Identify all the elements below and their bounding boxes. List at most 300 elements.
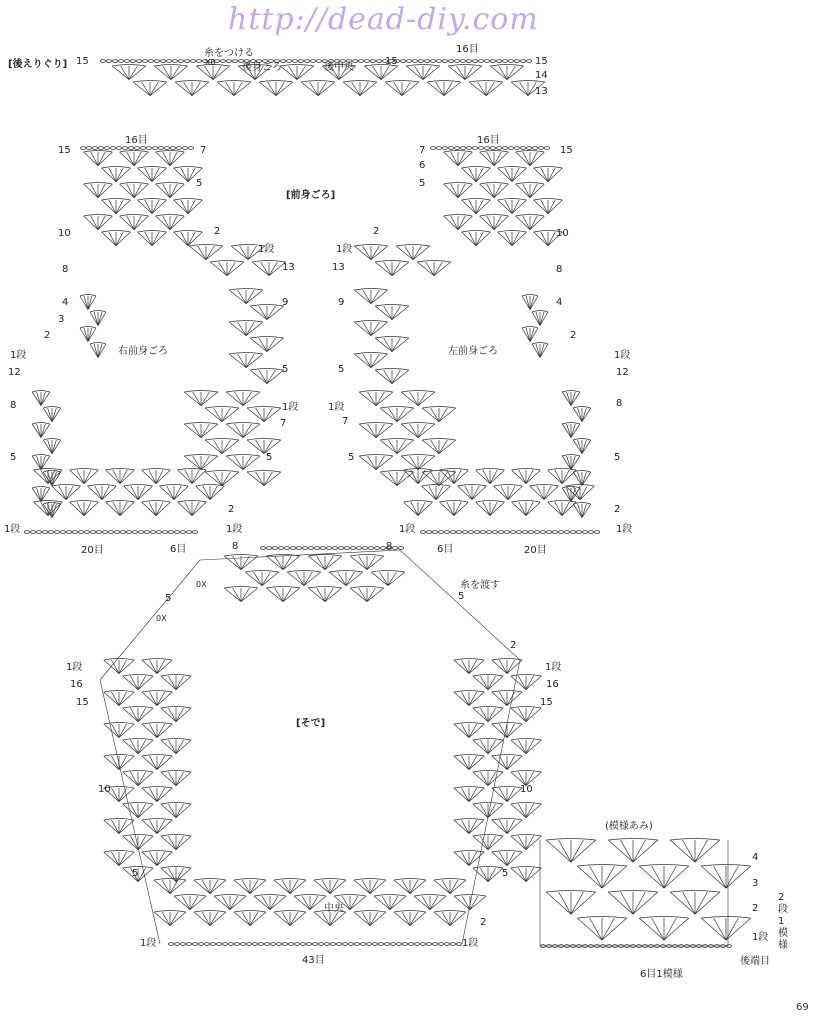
stitch-fan xyxy=(511,739,541,754)
chain-stitch xyxy=(226,60,231,63)
stitch-fan xyxy=(70,501,99,516)
chain-stitch xyxy=(576,531,581,534)
chain-stitch xyxy=(350,547,355,550)
lf-row-13: 13 xyxy=(332,262,345,273)
chain-stitch xyxy=(180,943,185,946)
lf-row-7b: 7 xyxy=(342,416,349,427)
chain-stitch xyxy=(526,147,531,150)
stitch-fan xyxy=(350,587,384,602)
stitch-fan xyxy=(123,739,153,754)
chain-stitch xyxy=(460,147,465,150)
stitch-fan xyxy=(226,455,260,470)
stitch-fan xyxy=(354,321,388,336)
chain-stitch xyxy=(438,531,443,534)
stitch-fan xyxy=(476,469,505,484)
chain-stitch xyxy=(118,60,123,63)
stitch-fan xyxy=(174,199,203,214)
stitch-fan xyxy=(112,65,146,80)
chain-stitch xyxy=(308,547,313,550)
chain-stitch xyxy=(358,60,363,63)
chain-stitch xyxy=(264,943,269,946)
rf-row-8b: 8 xyxy=(10,400,17,411)
chain-stitch xyxy=(150,531,155,534)
chain-stitch xyxy=(156,531,161,534)
chain-stitch xyxy=(130,60,135,63)
stitch-fan xyxy=(444,151,473,166)
stitch-fan xyxy=(473,739,503,754)
stitch-fan xyxy=(354,289,388,304)
stitch-fan xyxy=(522,295,538,310)
stitch-fan xyxy=(350,555,384,570)
chain-stitch xyxy=(142,60,147,63)
chain-stitch xyxy=(424,60,429,63)
stitch-fan xyxy=(274,911,306,926)
chain-stitch xyxy=(326,547,331,550)
chain-stitch xyxy=(176,147,181,150)
chain-stitch xyxy=(108,531,113,534)
chain-stitch xyxy=(306,943,311,946)
stitch-fan xyxy=(511,835,541,850)
chain-stitch xyxy=(266,547,271,550)
chain-stitch xyxy=(362,547,367,550)
rf-row-1b: 1段 xyxy=(10,350,27,361)
stitch-fan xyxy=(229,353,263,368)
watermark: http://dead-diy.com xyxy=(228,2,539,37)
stitch-fan xyxy=(266,587,300,602)
stitch-fan xyxy=(422,407,456,422)
chain-stitch xyxy=(192,943,197,946)
chain-stitch xyxy=(520,60,525,63)
chain-stitch xyxy=(588,531,593,534)
stitch-fan xyxy=(142,819,172,834)
stitch-fan xyxy=(104,755,134,770)
stitch-fan xyxy=(512,469,541,484)
chain-stitch xyxy=(220,60,225,63)
chain-stitch xyxy=(420,531,425,534)
stitch-fan xyxy=(161,771,191,786)
sleeve-row-5r: 5 xyxy=(458,591,465,602)
stitch-fan xyxy=(104,819,134,834)
chain-stitch xyxy=(104,147,109,150)
chain-stitch xyxy=(372,943,377,946)
stitch-fan xyxy=(401,391,435,406)
stitch-fan xyxy=(343,81,377,96)
stitch-fan xyxy=(562,423,580,438)
stitch-fan xyxy=(401,455,435,470)
chain-stitch xyxy=(442,60,447,63)
lf-row-4: 4 xyxy=(556,297,563,308)
stitch-fan xyxy=(178,501,207,516)
back-row-13: 13 xyxy=(535,86,548,97)
chain-stitch xyxy=(366,943,371,946)
chain-stitch xyxy=(526,60,531,63)
chain-stitch xyxy=(210,943,215,946)
chain-stitch xyxy=(534,531,539,534)
stitch-fan xyxy=(229,321,263,336)
chain-stitch xyxy=(302,547,307,550)
stitch-fan xyxy=(359,455,393,470)
chain-stitch xyxy=(478,60,483,63)
stitch-fan xyxy=(70,469,99,484)
chain-stitch xyxy=(474,531,479,534)
lf-row-6: 6 xyxy=(419,160,426,171)
chain-stitch xyxy=(166,60,171,63)
stitch-fan xyxy=(516,215,545,230)
pattern-title: (模様あみ) xyxy=(605,821,653,832)
stitch-fan xyxy=(43,407,61,422)
chain-stitch xyxy=(260,547,265,550)
chain-stitch xyxy=(204,943,209,946)
sleeve-row-5br: 5 xyxy=(502,868,509,879)
stitch-fan xyxy=(444,183,473,198)
chain-stitch xyxy=(196,60,201,63)
chain-stitch xyxy=(490,147,495,150)
stitch-fan xyxy=(80,327,96,342)
chain-stitch xyxy=(504,531,509,534)
stitch-fan xyxy=(434,911,466,926)
chain-stitch xyxy=(484,60,489,63)
chain-stitch xyxy=(92,147,97,150)
stitch-fan xyxy=(414,895,446,910)
lf-row-2b: 2 xyxy=(570,330,577,341)
stitch-fan xyxy=(124,485,153,500)
stitch-fan xyxy=(511,867,541,882)
stitch-fan xyxy=(498,167,527,182)
stitch-fan xyxy=(492,819,522,834)
rf-row-15: 15 xyxy=(58,145,71,156)
stitch-fan xyxy=(88,485,117,500)
stitch-fan xyxy=(226,391,260,406)
chain-stitch xyxy=(132,531,137,534)
chain-stitch xyxy=(188,147,193,150)
stitch-fan xyxy=(138,167,167,182)
stitch-fan xyxy=(224,555,258,570)
chain-stitch xyxy=(384,943,389,946)
chain-stitch xyxy=(270,943,275,946)
stitch-fan xyxy=(639,865,689,889)
chain-stitch xyxy=(436,147,441,150)
rf-row-13: 13 xyxy=(282,262,295,273)
stitch-fan xyxy=(530,485,559,500)
stitch-fan xyxy=(123,707,153,722)
chain-stitch xyxy=(90,531,95,534)
stitch-fan xyxy=(375,305,409,320)
chain-stitch xyxy=(450,531,455,534)
stitch-fan xyxy=(308,587,342,602)
chain-stitch xyxy=(120,531,125,534)
stitch-fan xyxy=(84,183,113,198)
chain-stitch xyxy=(448,147,453,150)
stitch-fan xyxy=(454,723,484,738)
chain-stitch xyxy=(30,531,35,534)
chain-stitch xyxy=(484,147,489,150)
stitch-fan xyxy=(354,353,388,368)
stitch-fan xyxy=(161,675,191,690)
stitch-fan xyxy=(247,407,281,422)
stitch-fan xyxy=(184,455,218,470)
stitch-fan xyxy=(462,167,491,182)
chain-stitch xyxy=(178,60,183,63)
stitch-fan xyxy=(454,895,486,910)
stitch-fan xyxy=(280,65,314,80)
stitch-fan xyxy=(469,81,503,96)
stitch-fan xyxy=(396,245,430,260)
stitch-fan xyxy=(670,891,720,915)
sleeve-row-10l: 10 xyxy=(98,784,111,795)
stitch-fan xyxy=(422,439,456,454)
chain-stitch xyxy=(300,943,305,946)
stitch-fan xyxy=(444,215,473,230)
stitch-fan xyxy=(43,503,61,518)
left-first-row-r: 1段 xyxy=(616,524,633,535)
stitch-fan xyxy=(462,231,491,246)
chain-stitch xyxy=(522,531,527,534)
lf-row-15: 15 xyxy=(560,145,573,156)
chain-stitch xyxy=(54,531,59,534)
chain-stitch xyxy=(368,547,373,550)
chain-stitch xyxy=(398,547,403,550)
chain-stitch xyxy=(392,547,397,550)
stitch-fan xyxy=(161,803,191,818)
stitch-fan xyxy=(448,65,482,80)
chain-stitch xyxy=(164,147,169,150)
lf-row-7: 7 xyxy=(419,145,426,156)
stitch-fan xyxy=(354,911,386,926)
sleeve-width: 43目 xyxy=(302,955,325,966)
chain-stitch xyxy=(356,547,361,550)
chain-stitch xyxy=(480,531,485,534)
chain-stitch xyxy=(186,531,191,534)
chain-stitch xyxy=(430,147,435,150)
rf-row-12: 12 xyxy=(8,367,21,378)
stitch-fan xyxy=(156,151,185,166)
lf-row-5c: 5 xyxy=(348,452,355,463)
left-width-top: 16目 xyxy=(477,135,500,146)
lf-row-1b: 1段 xyxy=(614,350,631,361)
stitch-fan xyxy=(492,691,522,706)
stitch-fan xyxy=(401,423,435,438)
stitch-fan xyxy=(417,261,451,276)
stitch-fan xyxy=(573,407,591,422)
chain-stitch xyxy=(182,147,187,150)
chain-stitch xyxy=(190,60,195,63)
stitch-fan xyxy=(84,151,113,166)
stitch-fan xyxy=(196,485,225,500)
lf-row-2c: 2 xyxy=(614,504,621,515)
stitch-fan xyxy=(142,469,171,484)
chain-stitch xyxy=(426,943,431,946)
chain-stitch xyxy=(198,943,203,946)
stitch-fan xyxy=(226,423,260,438)
chain-stitch xyxy=(286,60,291,63)
stitch-fan xyxy=(120,151,149,166)
stitch-fan xyxy=(548,501,577,516)
stitch-fan xyxy=(608,891,658,915)
lf-row-1: 1段 xyxy=(336,244,353,255)
chain-stitch xyxy=(496,60,501,63)
stitch-fan xyxy=(522,327,538,342)
stitch-fan xyxy=(161,707,191,722)
stitch-fan xyxy=(184,391,218,406)
stitch-fan xyxy=(102,167,131,182)
stitch-fan xyxy=(511,803,541,818)
chain-stitch xyxy=(454,147,459,150)
chain-stitch xyxy=(502,147,507,150)
chain-stitch xyxy=(564,531,569,534)
stitch-fan xyxy=(394,879,426,894)
stitch-fan xyxy=(404,501,433,516)
right-width-bottom: 20目 xyxy=(81,545,104,556)
chain-stitch xyxy=(432,943,437,946)
stitch-fan xyxy=(329,571,363,586)
rf-row-7b: 7 xyxy=(280,418,287,429)
chain-stitch xyxy=(174,943,179,946)
stitch-fan xyxy=(205,407,239,422)
chain-stitch xyxy=(330,943,335,946)
chain-stitch xyxy=(304,60,309,63)
stitch-fan xyxy=(90,311,106,326)
chain-stitch xyxy=(284,547,289,550)
chain-stitch xyxy=(376,60,381,63)
chain-stitch xyxy=(116,147,121,150)
stitch-fan xyxy=(104,723,134,738)
stitch-fan xyxy=(546,891,596,915)
chain-stitch xyxy=(570,531,575,534)
chain-stitch xyxy=(126,531,131,534)
sleeve-mark-0x-b: 0X xyxy=(156,614,167,623)
chain-stitch xyxy=(348,943,353,946)
chain-stitch xyxy=(60,531,65,534)
stitch-fan xyxy=(512,501,541,516)
chain-stitch xyxy=(258,943,263,946)
stitch-fan xyxy=(32,391,50,406)
sleeve-row-15r: 15 xyxy=(540,697,553,708)
lf-row-10: 10 xyxy=(556,228,569,239)
stitch-fan xyxy=(462,199,491,214)
chain-stitch xyxy=(466,147,471,150)
chain-stitch xyxy=(106,60,111,63)
stitch-fan xyxy=(458,485,487,500)
chain-stitch xyxy=(528,531,533,534)
lf-row-9: 9 xyxy=(338,297,345,308)
stitch-fan xyxy=(102,199,131,214)
chain-stitch xyxy=(124,60,129,63)
chain-stitch xyxy=(184,60,189,63)
chain-stitch xyxy=(216,943,221,946)
rf-row-5c: 5 xyxy=(10,452,17,463)
stitch-fan xyxy=(480,215,509,230)
stitch-fan xyxy=(371,571,405,586)
stitch-fan xyxy=(577,865,627,889)
chain-stitch xyxy=(312,943,317,946)
stitch-fan xyxy=(511,707,541,722)
stitch-fan xyxy=(142,755,172,770)
stitch-fan xyxy=(454,691,484,706)
rf-row-9: 9 xyxy=(282,297,289,308)
stitch-fan xyxy=(142,851,172,866)
stitch-fan xyxy=(250,337,284,352)
chain-stitch xyxy=(516,531,521,534)
chain-stitch xyxy=(544,147,549,150)
stitch-fan xyxy=(43,471,61,486)
stitch-fan xyxy=(250,369,284,384)
back-row-15c: 15 xyxy=(535,56,548,67)
stitch-fan xyxy=(562,455,580,470)
chain-stitch xyxy=(222,943,227,946)
chain-stitch xyxy=(396,943,401,946)
pattern-end: 後端目 xyxy=(740,956,770,967)
stitch-fan xyxy=(161,867,191,882)
chain-stitch xyxy=(436,60,441,63)
sleeve-mark-0x-a: 0X xyxy=(196,580,207,589)
stitch-fan xyxy=(252,261,286,276)
stitch-fan xyxy=(454,819,484,834)
stitch-fan xyxy=(120,215,149,230)
stitch-fan xyxy=(161,835,191,850)
stitch-fan xyxy=(394,911,426,926)
chain-stitch xyxy=(228,943,233,946)
stitch-fan xyxy=(142,723,172,738)
chain-stitch xyxy=(364,60,369,63)
chain-stitch xyxy=(540,531,545,534)
back-neck-title: [後えりぐり] xyxy=(8,59,68,70)
chain-stitch xyxy=(298,60,303,63)
stitch-fan xyxy=(80,295,96,310)
stitch-fan xyxy=(142,787,172,802)
right-front-label: 右前身ごろ xyxy=(118,346,168,357)
chain-stitch xyxy=(160,60,165,63)
stitch-fan xyxy=(205,471,239,486)
chain-stitch xyxy=(148,60,153,63)
chain-stitch xyxy=(234,943,239,946)
stitch-fan xyxy=(473,835,503,850)
stitch-fan xyxy=(142,691,172,706)
chain-stitch xyxy=(86,147,91,150)
chain-stitch xyxy=(370,60,375,63)
left-width-bottom: 20目 xyxy=(524,545,547,556)
stitch-fan xyxy=(374,895,406,910)
pattern-row-2: 2 xyxy=(752,903,759,914)
pattern-repeat: 6目1模様 xyxy=(640,969,683,980)
stitch-fan xyxy=(84,215,113,230)
chain-stitch xyxy=(192,531,197,534)
rf-row-1: 1段 xyxy=(258,244,275,255)
chain-stitch xyxy=(454,60,459,63)
stitch-fan xyxy=(573,439,591,454)
stitch-fan xyxy=(104,659,134,674)
chain-stitch xyxy=(492,531,497,534)
stitch-fan xyxy=(154,65,188,80)
sleeve-row-2br: 2 xyxy=(480,917,487,928)
chain-stitch xyxy=(444,943,449,946)
sleeve-row-5l: 5 xyxy=(165,593,172,604)
rf-row-5b: 5 xyxy=(282,364,289,375)
back-row-14: 14 xyxy=(535,70,548,81)
chain-stitch xyxy=(406,60,411,63)
chain-stitch xyxy=(472,60,477,63)
stitch-fan xyxy=(156,215,185,230)
stitch-fan xyxy=(480,151,509,166)
chain-stitch xyxy=(414,943,419,946)
stitch-fan xyxy=(287,571,321,586)
stitch-fan xyxy=(174,895,206,910)
chain-stitch xyxy=(502,60,507,63)
stitch-fan xyxy=(175,81,209,96)
chain-stitch xyxy=(128,147,133,150)
chain-stitch xyxy=(102,531,107,534)
stitch-fan xyxy=(639,917,689,941)
stitch-fan xyxy=(154,911,186,926)
